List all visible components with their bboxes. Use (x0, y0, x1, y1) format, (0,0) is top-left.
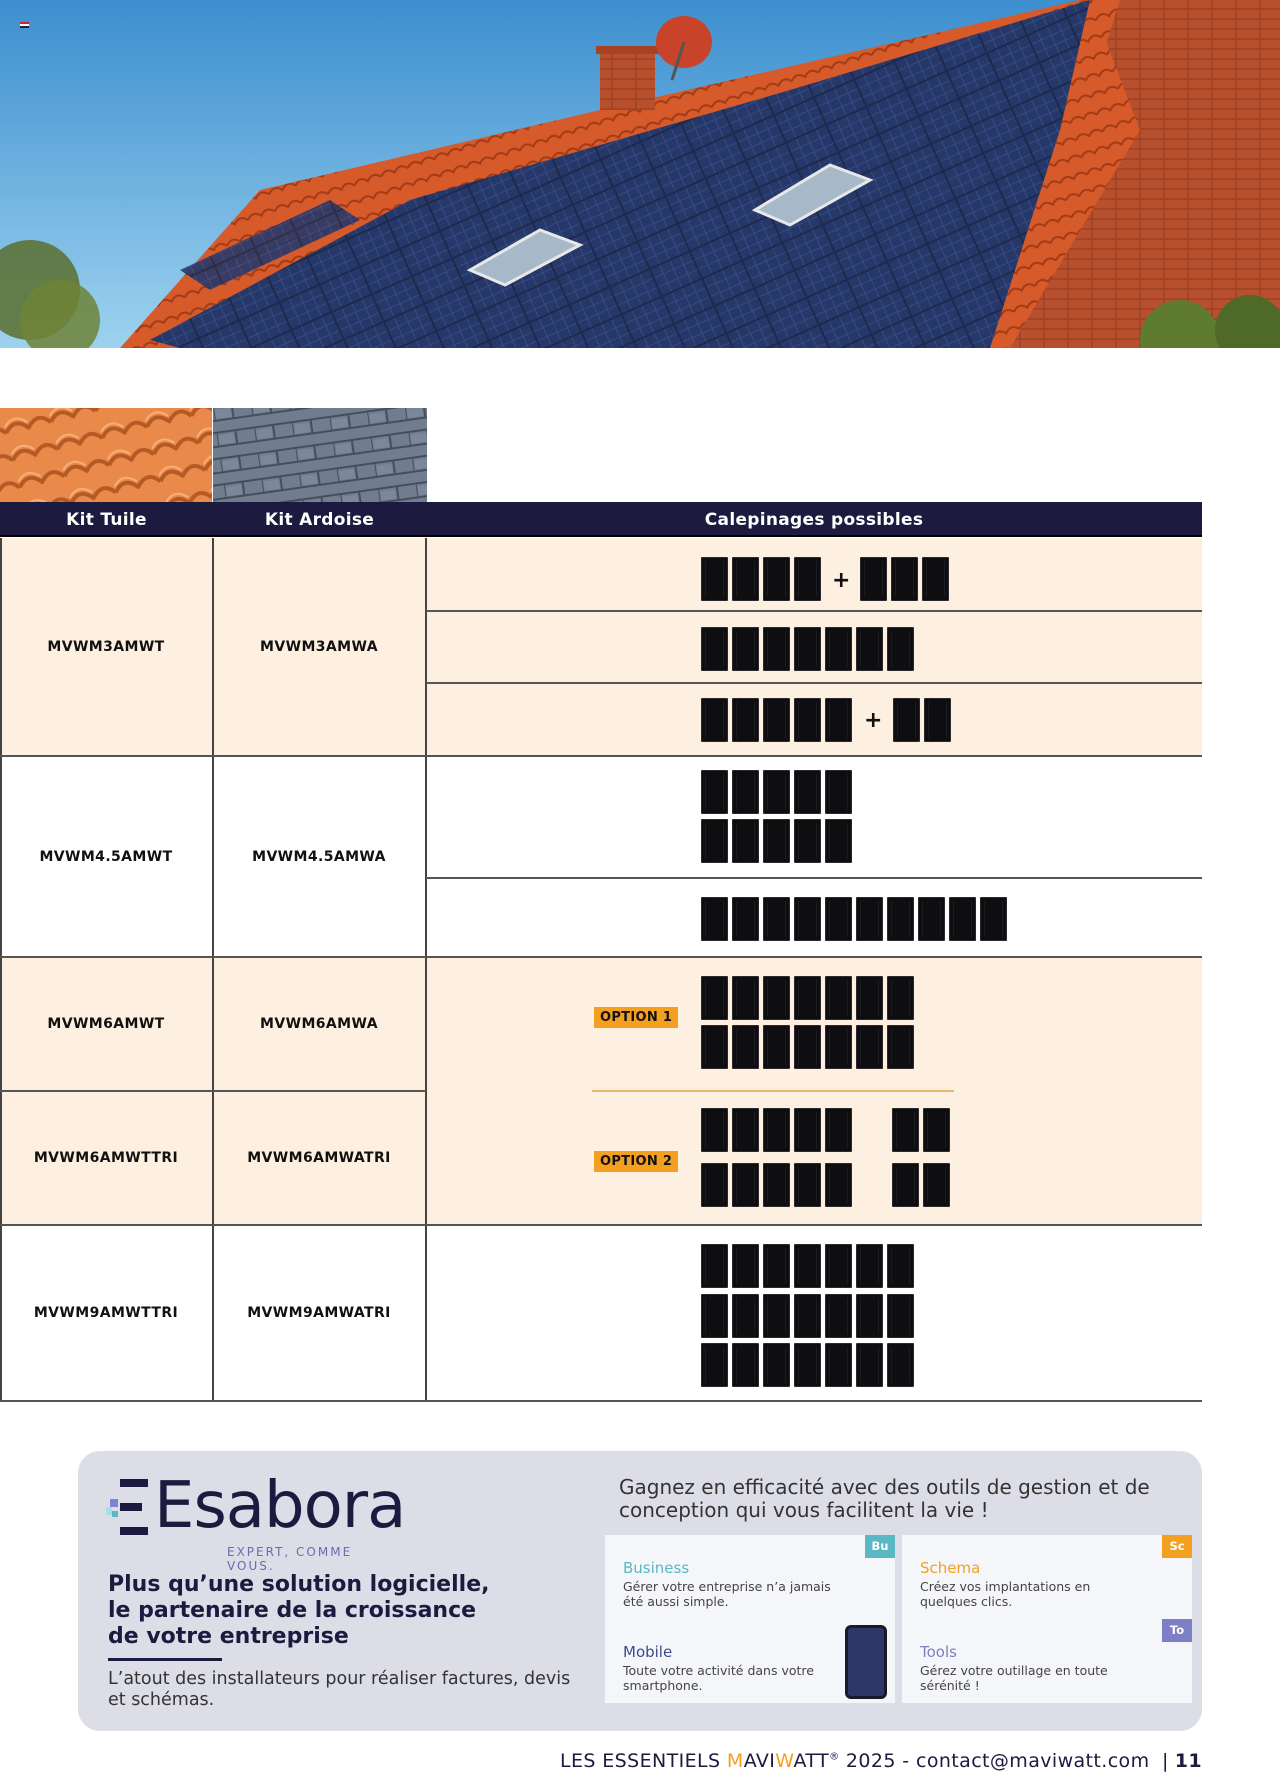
solar-panel-icon (856, 1244, 883, 1288)
solar-panel-icon (856, 897, 883, 941)
feature-card-mobile[interactable] (605, 1619, 895, 1703)
plus-sign: + (864, 708, 883, 733)
solar-panel-icon (701, 976, 728, 1020)
language-flag-icon[interactable] (20, 22, 29, 28)
solar-panel-icon (794, 1025, 821, 1069)
page-number: 11 (1174, 1750, 1202, 1772)
solar-panel-icon (794, 1294, 821, 1338)
solar-panel-icon (860, 557, 887, 601)
solar-panel-icon (794, 976, 821, 1020)
solar-panel-icon (701, 819, 728, 863)
kit-tuile-9kw-tri: MVWM9AMWTTRI (33, 1305, 179, 1321)
solar-panel-icon (825, 1025, 852, 1069)
solar-panel-icon (856, 1343, 883, 1387)
tile-roof-swatch (0, 408, 212, 504)
esabora-ad[interactable] (78, 1451, 1202, 1731)
solar-panel-icon (732, 1025, 759, 1069)
solar-panel-icon (794, 698, 821, 742)
solar-panel-icon (892, 1108, 919, 1152)
solar-panel-icon (732, 976, 759, 1020)
solar-panel-icon (763, 1108, 790, 1152)
solar-panel-icon (794, 897, 821, 941)
brand-name: Esabora (154, 1469, 406, 1543)
feature-card-business[interactable] (605, 1535, 895, 1619)
solar-panel-icon (892, 1163, 919, 1207)
option-separator (592, 1090, 954, 1092)
solar-panel-icon (924, 698, 951, 742)
solar-panel-icon (856, 627, 883, 671)
solar-panel-icon (794, 770, 821, 814)
slate-roof-swatch (213, 408, 427, 504)
feature-card-desc: Gérer votre entreprise n’a jamais été aussi simple. (623, 1579, 831, 1609)
solar-panel-icon (923, 1163, 950, 1207)
header-calepinages: Calepinages possibles (704, 510, 924, 530)
solar-panel-icon (794, 557, 821, 601)
feature-card-tag: Bu (865, 1535, 895, 1558)
ad-rule (108, 1658, 222, 1661)
solar-panel-icon (763, 1294, 790, 1338)
solar-panel-icon (763, 1163, 790, 1207)
solar-panel-icon (763, 770, 790, 814)
feature-card-desc: Gérez votre outillage en toute sérénité ! (920, 1663, 1108, 1693)
solar-panel-icon (732, 557, 759, 601)
solar-panel-icon (763, 698, 790, 742)
solar-panel-icon (732, 627, 759, 671)
solar-panel-icon (887, 1294, 914, 1338)
kit-ardoise-3kw: MVWM3AMWA (260, 639, 378, 655)
page-footer: LES ESSENTIELS MAVIWATT® 2025 - contact@maviwatt.com | 11 (559, 1750, 1202, 1772)
brand-slogan: EXPERT, COMME VOUS. (227, 1545, 353, 1573)
hero-photo (0, 0, 1280, 348)
kit-tuile-6kw: MVWM6AMWT (47, 1016, 165, 1032)
feature-card-tag: Sc (1162, 1535, 1192, 1558)
solar-panel-icon (763, 1343, 790, 1387)
solar-panel-icon (701, 627, 728, 671)
solar-panel-icon (856, 976, 883, 1020)
feature-card-schema[interactable] (902, 1535, 1192, 1619)
solar-panel-icon (701, 1108, 728, 1152)
solar-panel-icon (980, 897, 1007, 941)
solar-panel-icon (794, 819, 821, 863)
solar-panel-icon (794, 1343, 821, 1387)
feature-card-tools[interactable] (902, 1619, 1192, 1703)
ad-description: L’atout des installateurs pour réaliser factures, devis et schémas. (108, 1669, 571, 1710)
solar-panel-icon (856, 1025, 883, 1069)
solar-panel-icon (887, 1025, 914, 1069)
solar-panel-icon (825, 897, 852, 941)
solar-panel-icon (701, 1025, 728, 1069)
solar-panel-icon (825, 976, 852, 1020)
solar-panel-icon (763, 627, 790, 671)
solar-panel-icon (732, 819, 759, 863)
feature-card-desc: Créez vos implantations en quelques clics. (920, 1579, 1091, 1609)
kit-ardoise-6kw: MVWM6AMWA (260, 1016, 378, 1032)
solar-panel-icon (763, 557, 790, 601)
solar-panel-icon (887, 897, 914, 941)
solar-panel-icon (923, 1108, 950, 1152)
solar-panel-icon (732, 698, 759, 742)
solar-panel-icon (701, 698, 728, 742)
solar-panel-icon (887, 1343, 914, 1387)
solar-panel-icon (825, 819, 852, 863)
solar-panel-icon (893, 698, 920, 742)
esabora-logo (106, 1469, 406, 1573)
header-kit-tuile: Kit Tuile (66, 510, 147, 530)
solar-panel-icon (732, 1294, 759, 1338)
option-2-badge: OPTION 2 (594, 1151, 678, 1172)
solar-panel-icon (794, 1244, 821, 1288)
solar-panel-icon (732, 1108, 759, 1152)
kit-tuile-6kw-tri: MVWM6AMWTTRI (33, 1150, 179, 1166)
feature-card-title: Mobile (623, 1643, 673, 1661)
option-1-badge: OPTION 1 (594, 1007, 678, 1028)
ad-tagline: Gagnez en efficacité avec des outils de gestion et de conception qui vous facilitent la vie ! (619, 1475, 1150, 1522)
solar-panel-icon (918, 897, 945, 941)
solar-panel-icon (887, 627, 914, 671)
solar-panel-icon (701, 557, 728, 601)
solar-panel-icon (701, 1244, 728, 1288)
kit-ardoise-9kw-tri: MVWM9AMWATRI (247, 1305, 391, 1321)
solar-panel-icon (763, 897, 790, 941)
solar-panel-icon (825, 1294, 852, 1338)
solar-panel-icon (763, 819, 790, 863)
solar-panel-icon (732, 897, 759, 941)
solar-panel-icon (701, 770, 728, 814)
solar-panel-icon (732, 1244, 759, 1288)
plus-sign: + (832, 568, 851, 593)
solar-panel-icon (825, 770, 852, 814)
solar-panel-icon (922, 557, 949, 601)
header-kit-ardoise: Kit Ardoise (264, 510, 375, 530)
solar-panel-icon (825, 1343, 852, 1387)
feature-card-title: Business (623, 1559, 690, 1577)
solar-panel-icon (794, 1108, 821, 1152)
solar-panel-icon (825, 1108, 852, 1152)
solar-panel-icon (794, 627, 821, 671)
solar-panel-icon (763, 1025, 790, 1069)
kit-tuile-45kw: MVWM4.5AMWT (39, 848, 173, 865)
solar-panel-icon (856, 1294, 883, 1338)
solar-panel-icon (949, 897, 976, 941)
table-header (0, 502, 1202, 537)
solar-panel-icon (763, 976, 790, 1020)
solar-panel-icon (887, 976, 914, 1020)
smartphone-icon (845, 1625, 887, 1699)
solar-panel-icon (794, 1163, 821, 1207)
solar-panel-icon (732, 1343, 759, 1387)
feature-card-tag: To (1162, 1619, 1192, 1642)
kit-ardoise-45kw: MVWM4.5AMWA (252, 848, 386, 865)
solar-panel-icon (732, 770, 759, 814)
solar-panel-icon (763, 1244, 790, 1288)
solar-panel-icon (825, 627, 852, 671)
ad-headline: Plus qu’une solution logicielle, le partenaire de la croissance de votre entreprise (108, 1572, 490, 1649)
solar-panel-icon (701, 1294, 728, 1338)
solar-panel-icon (825, 1244, 852, 1288)
solar-panel-icon (825, 698, 852, 742)
solar-panel-icon (701, 897, 728, 941)
solar-panel-icon (701, 1163, 728, 1207)
solar-panel-icon (825, 1163, 852, 1207)
solar-panel-icon (891, 557, 918, 601)
feature-card-title: Tools (920, 1643, 957, 1661)
kit-tuile-3kw: MVWM3AMWT (47, 639, 165, 655)
solar-panel-icon (732, 1163, 759, 1207)
feature-card-title: Schema (920, 1559, 981, 1577)
kit-ardoise-6kw-tri: MVWM6AMWATRI (247, 1150, 391, 1166)
feature-card-desc: Toute votre activité dans votre smartphone. (623, 1663, 814, 1693)
solar-panel-icon (701, 1343, 728, 1387)
solar-panel-icon (887, 1244, 914, 1288)
